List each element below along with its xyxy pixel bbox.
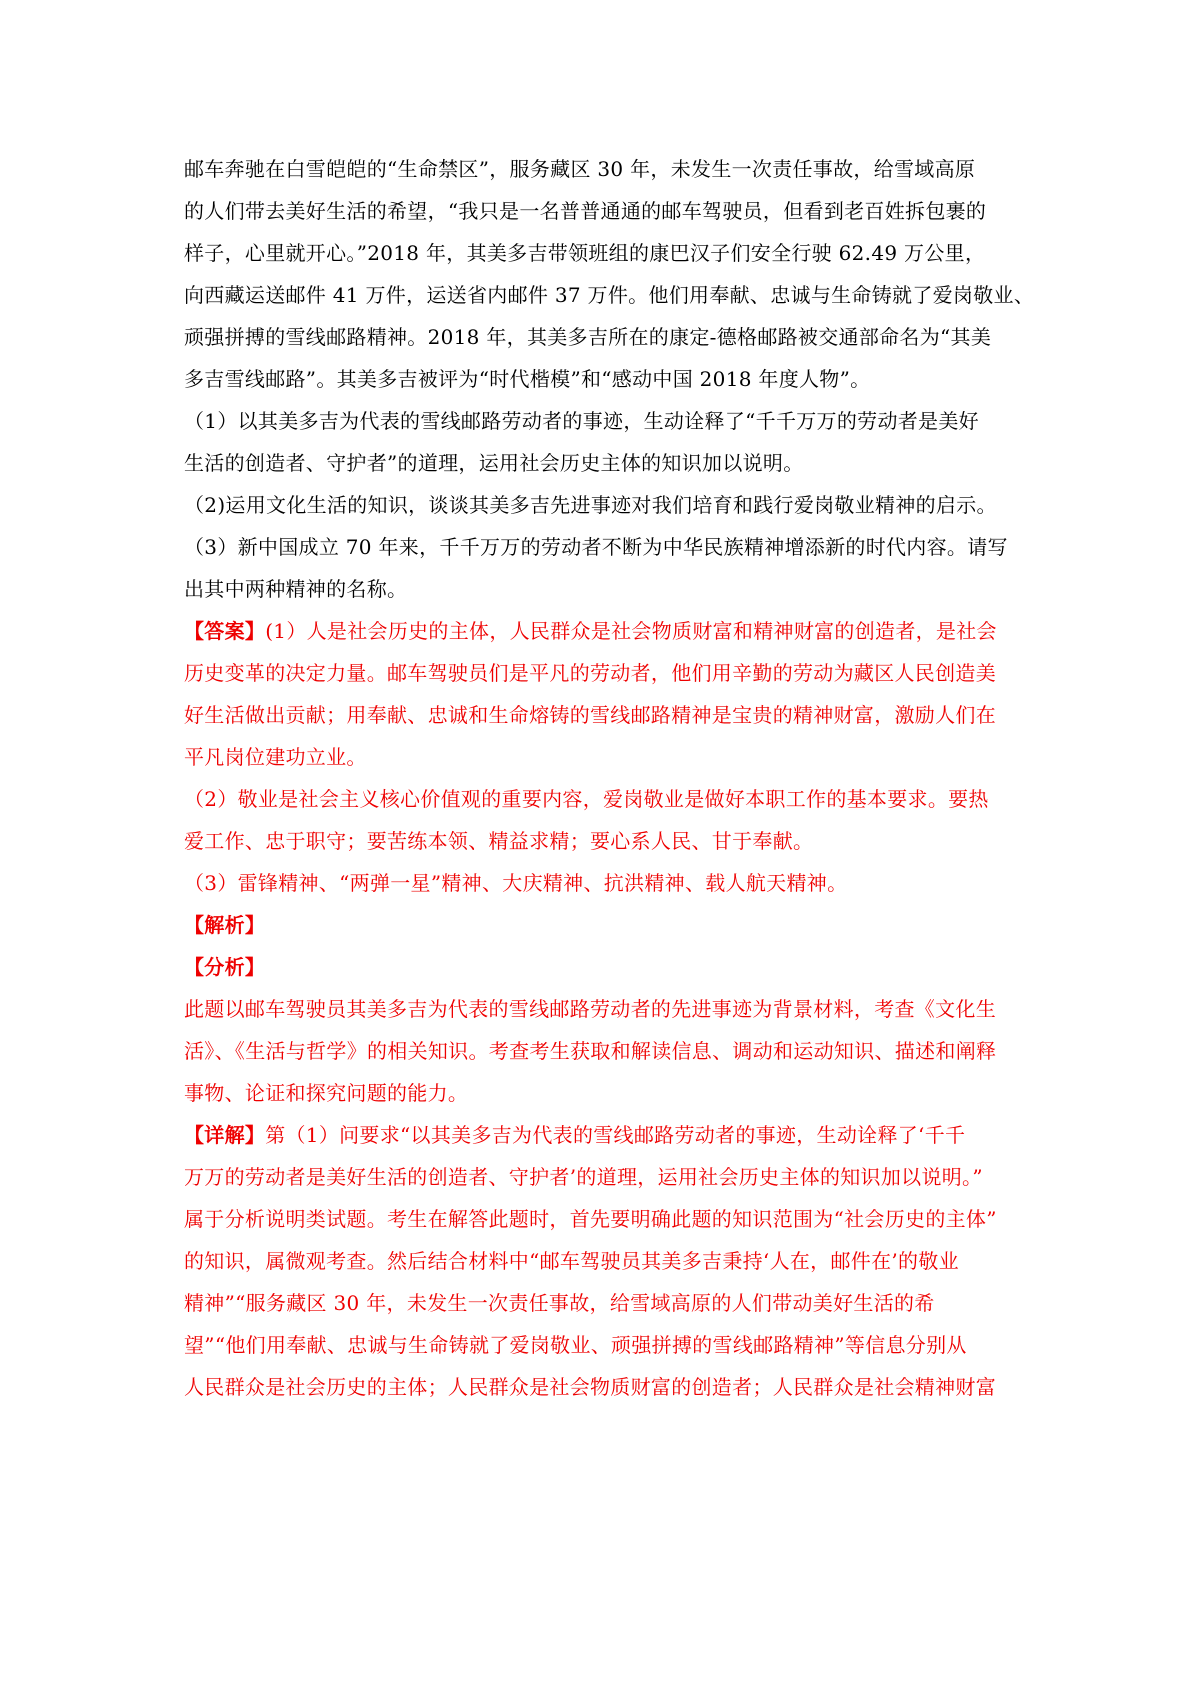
answer-line: （2）敬业是社会主义核心价值观的重要内容，爱岗敬业是做好本职工作的基本要求。要热 xyxy=(184,787,989,811)
fenxi-line: 此题以邮车驾驶员其美多吉为代表的雪线邮路劳动者的先进事迹为背景材料，考查《文化生 xyxy=(184,997,996,1021)
jiexi-heading: 【解析】 xyxy=(184,913,266,937)
page-content xyxy=(184,148,1035,1408)
xiangjie-line: 精神”“服务藏区 30 年，未发生一次责任事故，给雪域高原的人们带动美好生活的希 xyxy=(184,1291,935,1315)
answer-line: （3）雷锋精神、“两弹一星”精神、大庆精神、抗洪精神、载人航天精神。 xyxy=(184,871,848,895)
material-line: 多吉雪线邮路”。其美多吉被评为“时代楷模”和“感动中国 2018 年度人物”。 xyxy=(184,367,871,391)
material-line: 样子，心里就开心。”2018 年，其美多吉带领班组的康巴汉子们安全行驶 62.49 万公里， xyxy=(184,241,986,265)
xiangjie-line: 望”“他们用奉献、忠诚与生命铸就了爱岗敬业、顽强拼搏的雪线邮路精神”等信息分别从 xyxy=(184,1333,967,1357)
answer-line: 爱工作、忠于职守；要苦练本领、精益求精；要心系人民、甘于奉献。 xyxy=(184,829,814,853)
question-line: （3）新中国成立 70 年来，千千万万的劳动者不断为中华民族精神增添新的时代内容。请写 xyxy=(184,535,1008,559)
answer-line: 历史变革的决定力量。邮车驾驶员们是平凡的劳动者，他们用辛勤的劳动为藏区人民创造美 xyxy=(184,661,996,685)
xiangjie-line: 属于分析说明类试题。考生在解答此题时，首先要明确此题的知识范围为“社会历史的主体” xyxy=(184,1207,997,1231)
question-1 xyxy=(184,400,1024,484)
question-line: 出其中两种精神的名称。 xyxy=(184,577,408,601)
question-2 xyxy=(184,484,1024,526)
answer-line: 好生活做出贡献；用奉献、忠诚和生命熔铸的雪线邮路精神是宝贵的精神财富，激励人们在 xyxy=(184,703,996,727)
fenxi-heading: 【分析】 xyxy=(184,955,266,979)
xiangjie-label: 【详解】 xyxy=(184,1123,266,1147)
answer-label: 【答案】 xyxy=(184,619,266,643)
xiangjie-first-line xyxy=(184,1114,1024,1156)
material-line: 邮车奔驰在白雪皑皑的“生命禁区”，服务藏区 30 年，未发生一次责任事故，给雪域高原 xyxy=(184,157,976,181)
question-line: （2)运用文化生活的知识，谈谈其美多吉先进事迹对我们培育和践行爱岗敬业精神的启示。 xyxy=(184,493,997,517)
material-line: 的人们带去美好生活的希望，“我只是一名普普通通的邮车驾驶员，但看到老百姓拆包裹的 xyxy=(184,199,987,223)
answer-block xyxy=(184,610,1024,904)
answer-1-first-line xyxy=(184,610,1024,652)
question-line: （1）以其美多吉为代表的雪线邮路劳动者的事迹，生动诠释了“千千万万的劳动者是美好 xyxy=(184,409,979,433)
fenxi-line: 活》、《生活与哲学》的相关知识。考查考生获取和解读信息、调动和运动知识、描述和阐释 xyxy=(184,1039,997,1063)
question-line: 生活的创造者、守护者”的道理，运用社会历史主体的知识加以说明。 xyxy=(184,451,804,475)
fenxi-line: 事物、论证和探究问题的能力。 xyxy=(184,1081,469,1105)
xiangjie-text: 第（1）问要求“以其美多吉为代表的雪线邮路劳动者的事迹，生动诠释了‘千千 xyxy=(265,1123,966,1147)
question-3 xyxy=(184,526,1024,610)
analysis-block xyxy=(184,904,1024,1408)
material-paragraph xyxy=(184,148,1035,400)
material-line: 向西藏运送邮件 41 万件，运送省内邮件 37 万件。他们用奉献、忠诚与生命铸就了爱岗敬业、 xyxy=(184,283,1035,307)
xiangjie-line: 万万的劳动者是美好生活的创造者、守护者’的道理，运用社会历史主体的知识加以说明。” xyxy=(184,1165,983,1189)
answer-line: 平凡岗位建功立业。 xyxy=(184,745,367,769)
answer-text: (1）人是社会历史的主体，人民群众是社会物质财富和精神财富的创造者，是社会 xyxy=(265,619,997,643)
material-line: 顽强拼搏的雪线邮路精神。2018 年，其美多吉所在的康定-德格邮路被交通部命名为“其美 xyxy=(184,325,992,349)
xiangjie-line: 的知识，属微观考查。然后结合材料中“邮车驾驶员其美多吉秉持‘人在，邮件在’的敬业 xyxy=(184,1249,959,1273)
xiangjie-line: 人民群众是社会历史的主体；人民群众是社会物质财富的创造者；人民群众是社会精神财富 xyxy=(184,1375,996,1399)
